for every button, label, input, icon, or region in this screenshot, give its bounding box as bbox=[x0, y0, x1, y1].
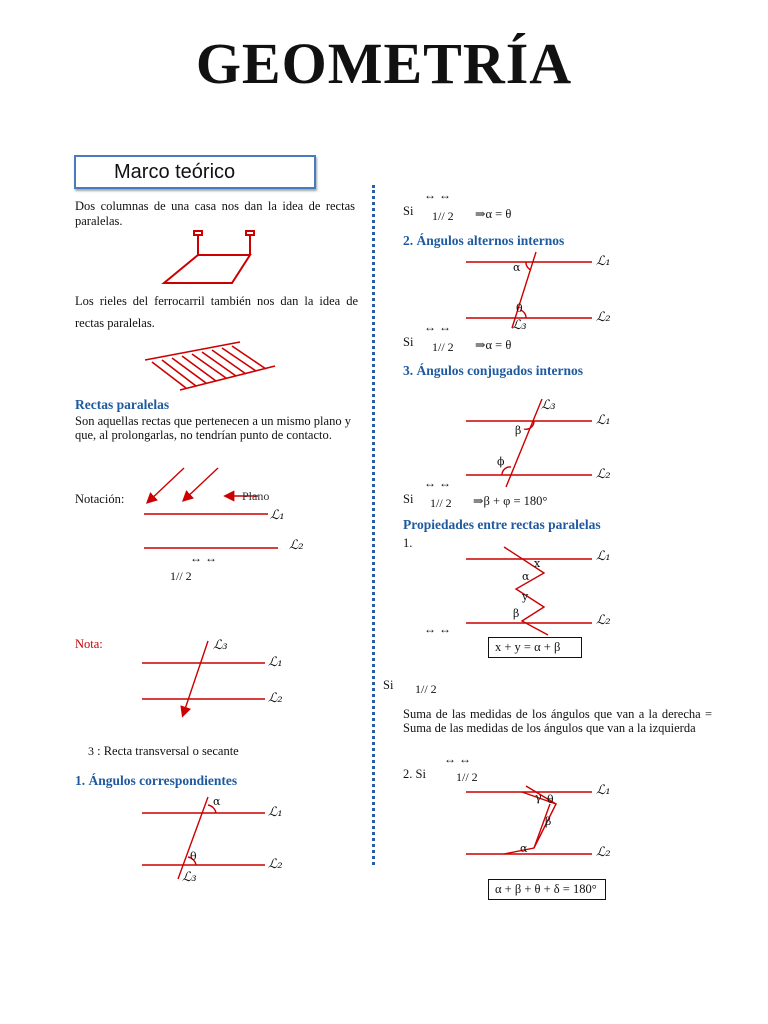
arrows-r2: ↔ ↔ bbox=[424, 320, 451, 334]
figure-propiedad-2 bbox=[464, 780, 604, 860]
angle-alpha-2: α bbox=[513, 261, 521, 274]
formula-box-1: x + y = α + β bbox=[488, 637, 582, 658]
angle-x: x bbox=[534, 557, 541, 570]
label-L1: ℒ₁ bbox=[270, 508, 285, 523]
label-nota: Nota: bbox=[75, 637, 103, 651]
paragraph-columnas: Dos columnas de una casa nos dan la idea de rectas paralelas. bbox=[75, 199, 355, 228]
label-L1-conj: ℒ₁ bbox=[596, 413, 611, 428]
figure-rails bbox=[140, 340, 285, 395]
label-L2-corr: ℒ₂ bbox=[268, 857, 283, 872]
par12-r4: 1// 2 bbox=[415, 682, 437, 696]
angle-alpha-p2: α bbox=[520, 842, 528, 855]
label-L1-nota: ℒ₁ bbox=[268, 655, 283, 670]
par12-r1: 1// 2 bbox=[432, 209, 454, 223]
label-L1-p1: ℒ₁ bbox=[596, 549, 611, 564]
si-3: Si bbox=[403, 492, 414, 506]
par12-r2: 1// 2 bbox=[432, 340, 454, 354]
label-L1-corr: ℒ₁ bbox=[268, 805, 283, 820]
sub-3: 3 bbox=[88, 744, 94, 758]
implies-1: ⇒α = θ bbox=[475, 207, 512, 221]
angle-beta-3: β bbox=[515, 424, 522, 437]
heading-alternos: 2. Ángulos alternos internos bbox=[403, 233, 565, 248]
si-2: Si bbox=[403, 335, 414, 349]
paragraph-rieles: Los rieles del ferrocarril también nos dan la idea de rectas paralelas. bbox=[75, 294, 358, 330]
label-notacion: Notación: bbox=[75, 492, 125, 506]
parallel-notation: 1// 2 bbox=[170, 569, 192, 583]
label-L3-corr: ℒ₃ bbox=[182, 870, 197, 885]
paragraph-suma: Suma de las medidas de los ángulos que van a la derecha = Suma de las medidas de los ángulos que van a la izquierda bbox=[403, 707, 712, 735]
arrow-symbols: ↔ ↔ bbox=[190, 551, 217, 565]
par12-r5: 1// 2 bbox=[456, 770, 478, 784]
label-L3-nota: ℒ₃ bbox=[213, 638, 228, 653]
arrows-r3: ↔ ↔ bbox=[424, 476, 451, 490]
angle-theta-p2: θ bbox=[547, 793, 554, 806]
arrows-r5: ↔ ↔ bbox=[444, 752, 471, 766]
label-L1-alt: ℒ₁ bbox=[596, 254, 611, 269]
heading-rectas-paralelas: Rectas paralelas bbox=[75, 397, 170, 412]
label-L2-alt: ℒ₂ bbox=[596, 310, 611, 325]
angle-alpha-1: α bbox=[213, 795, 221, 808]
implies-3: ⇒β + φ = 180° bbox=[473, 494, 548, 508]
label-L2-nota: ℒ₂ bbox=[268, 691, 283, 706]
angle-beta-p2: β bbox=[545, 815, 552, 828]
section-box-marco-teorico: Marco teórico bbox=[74, 155, 316, 189]
item-number-2: 2. Si bbox=[403, 767, 426, 781]
figure-alternos bbox=[464, 250, 604, 335]
figure-transversal bbox=[140, 635, 280, 720]
arrows-r4: ↔ ↔ bbox=[424, 622, 451, 636]
label-L2: ℒ₂ bbox=[289, 538, 304, 553]
angle-phi-3: ϕ bbox=[497, 455, 505, 468]
paragraph-rectas-def: Son aquellas rectas que pertenecen a un mismo plano y que, al prolongarlas, no tendrían punto de contacto. bbox=[75, 414, 351, 442]
angle-theta-1: θ bbox=[190, 850, 197, 863]
si-4: Si bbox=[383, 678, 394, 692]
label-L2-conj: ℒ₂ bbox=[596, 467, 611, 482]
angle-theta-2: θ bbox=[516, 302, 523, 315]
label-L1-p2: ℒ₁ bbox=[596, 783, 611, 798]
si-1: Si bbox=[403, 204, 414, 218]
angle-gamma: γ bbox=[535, 791, 542, 804]
angle-beta-p1: β bbox=[513, 607, 520, 620]
angle-y: y bbox=[522, 590, 529, 603]
figure-columns bbox=[160, 225, 270, 290]
label-plano: Plano bbox=[242, 489, 270, 503]
heading-correspondientes: 1. Ángulos correspondientes bbox=[75, 773, 238, 788]
text-transversal: : Recta transversal o secante bbox=[97, 744, 239, 758]
par12-r3: 1// 2 bbox=[430, 496, 452, 510]
label-L3-alt: ℒ₃ bbox=[512, 318, 527, 333]
formula-box-2: α + β + θ + δ = 180° bbox=[488, 879, 606, 900]
label-L3-conj: ℒ₃ bbox=[541, 398, 556, 413]
heading-propiedades: Propiedades entre rectas paralelas bbox=[403, 517, 601, 532]
label-L2-p1: ℒ₂ bbox=[596, 613, 611, 628]
heading-conjugados: 3. Ángulos conjugados internos bbox=[403, 363, 584, 378]
transversal-definition bbox=[88, 744, 239, 759]
arrows-r1: ↔ ↔ bbox=[424, 188, 451, 202]
item-number-1: 1. bbox=[403, 536, 413, 550]
page-title: GEOMETRÍA bbox=[195, 31, 573, 96]
column-divider bbox=[372, 185, 375, 865]
implies-2: ⇒α = θ bbox=[475, 338, 512, 352]
angle-alpha-p1: α bbox=[522, 570, 530, 583]
figure-conjugados bbox=[464, 395, 604, 490]
label-L2-p2: ℒ₂ bbox=[596, 845, 611, 860]
figure-correspondientes bbox=[140, 795, 280, 885]
